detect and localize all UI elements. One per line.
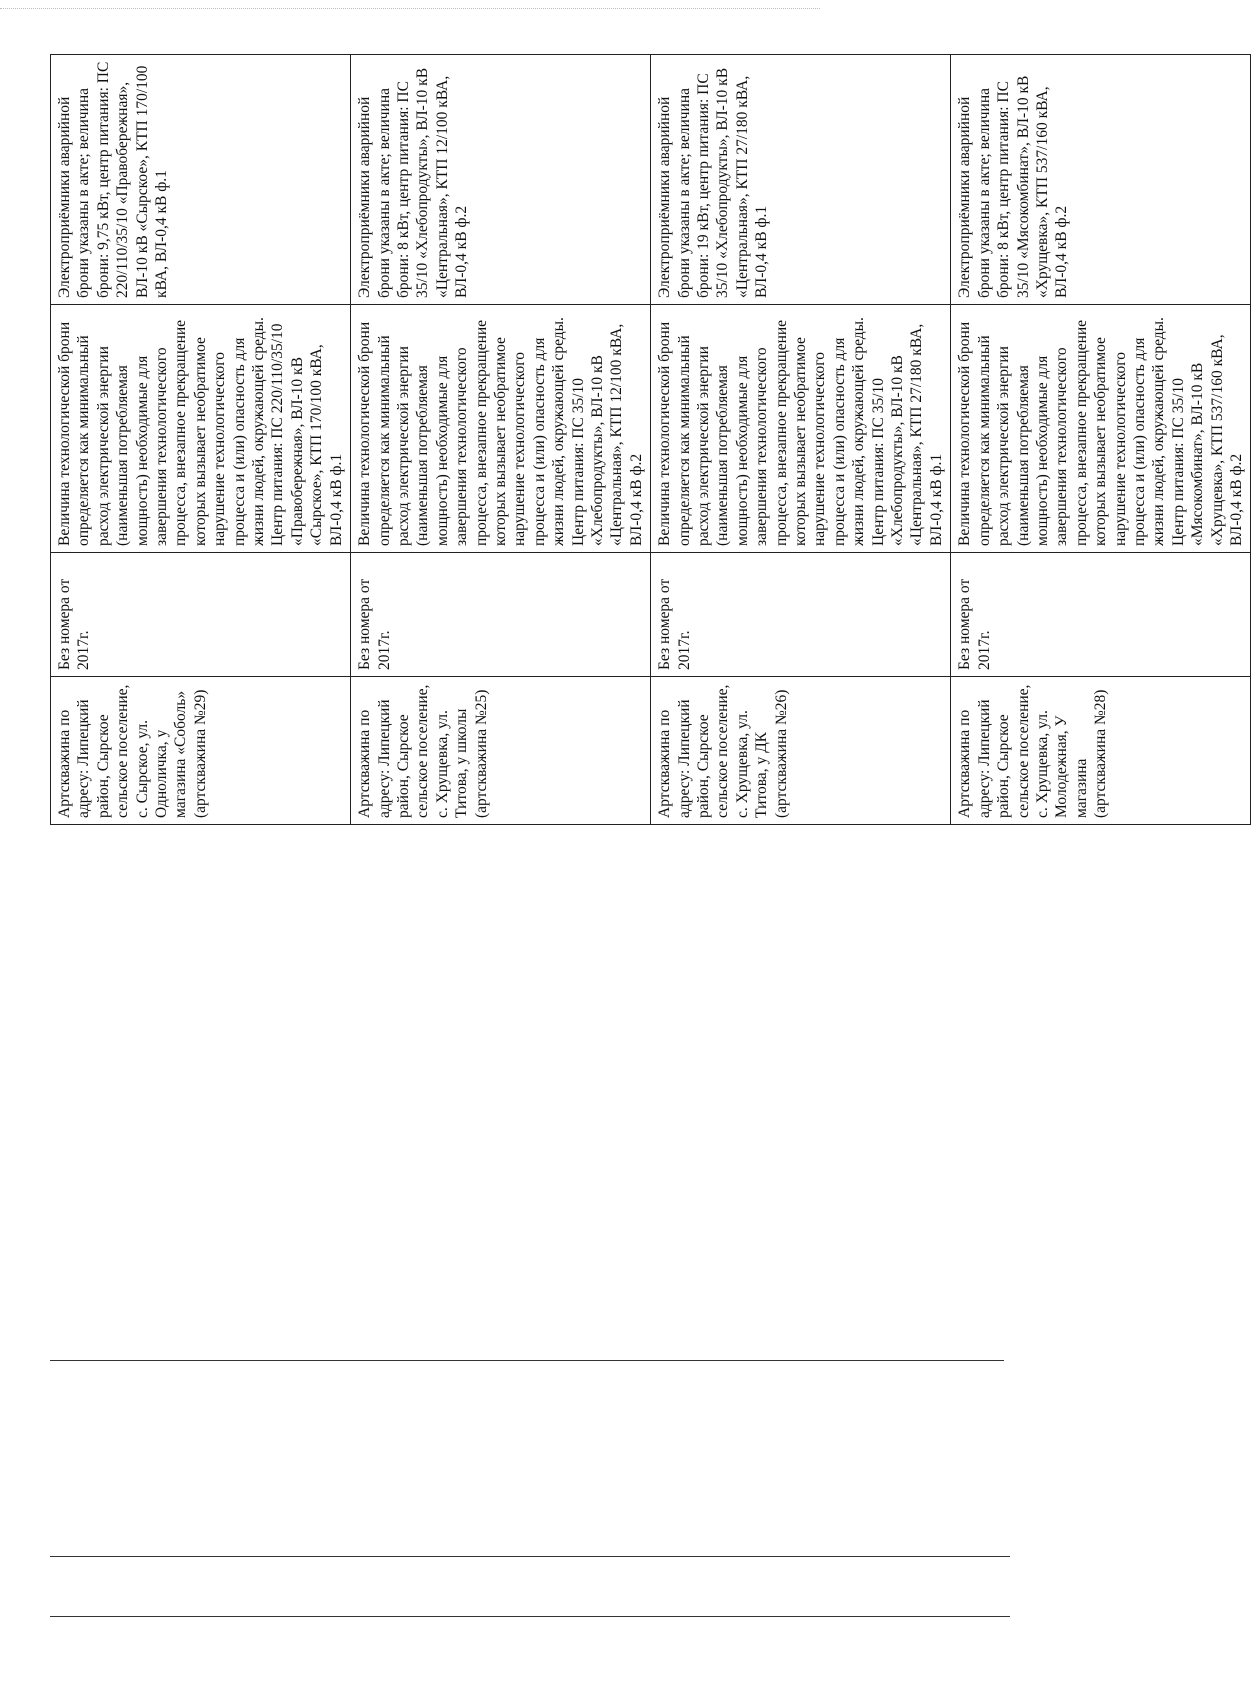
table-row (651, 55, 951, 825)
document-cell: Без номера от 2017г. (951, 553, 1251, 677)
table-row (351, 55, 651, 825)
emergency-reserve-cell: Электроприёмники аварийной брони указаны в акте; величина брони: 8 кВт, центр питания: ПС 35/10 «Хлебопродукты», ВЛ-10 кВ «Центральная», КТП 12/100 кВА, ВЛ-0,4 кВ ф.2 (351, 55, 651, 305)
signature-line (50, 1360, 1004, 1361)
emergency-reserve-cell: Электроприёмники аварийной брони указаны в акте; величина брони: 9,75 кВт, центр питания: ПС 220/110/35/10 «Правобережная», ВЛ-10 кВ «Сырское», КТП 170/100 кВА, ВЛ-0,4 кВ ф.1 (51, 55, 351, 305)
technological-reserve-cell: Величина технологической брони определяется как минимальный расход электрической энергии (наименьшая потребляемая мощность) необходимые для завершения технологического процесса, внезапное прекращение которых вызывает необратимое нарушение технологического процесса и (или) опасность для жизни людей, окружающей среды. Центр питания: ПС 220/110/35/10 «Правобережная», ВЛ-10 кВ «Сырское», КТП 170/100 кВА, ВЛ-0,4 кВ ф.1 (51, 305, 351, 553)
object-cell: Артскважина по адресу: Липецкий район, Сырское сельское поселение, с. Хрущевка, ул. Молодежная, У магазина (артскважина №28) (951, 677, 1251, 825)
object-cell: Артскважина по адресу: Липецкий район, Сырское сельское поселение, с. Хрущевка, ул. Титова, у школы (артскважина №25) (351, 677, 651, 825)
technological-reserve-cell: Величина технологической брони определяется как минимальный расход электрической энергии (наименьшая потребляемая мощность) необходимые для завершения технологического процесса, внезапное прекращение которых вызывает необратимое нарушение технологического процесса и (или) опасность для жизни людей, окружающей среды. Центр питания: ПС 35/10 «Мясокомбинат», ВЛ-10 кВ «Хрущевка», КТП 537/160 кВА, ВЛ-0,4 кВ ф.2 (951, 305, 1251, 553)
emergency-reserve-cell: Электроприёмники аварийной брони указаны в акте; величина брони: 8 кВт, центр питания: ПС 35/10 «Мясокомбинат», ВЛ-10 кВ «Хрущевка», КТП 537/160 кВА, ВЛ-0,4 кВ ф.2 (951, 55, 1251, 305)
document-cell: Без номера от 2017г. (651, 553, 951, 677)
technological-reserve-cell: Величина технологической брони определяется как минимальный расход электрической энергии (наименьшая потребляемая мощность) необходимые для завершения технологического процесса, внезапное прекращение которых вызывает необратимое нарушение технологического процесса и (или) опасность для жизни людей, окружающей среды. Центр питания: ПС 35/10 «Хлебопродукты», ВЛ-10 кВ «Центральная», КТП 12/100 кВА, ВЛ-0,4 кВ ф.2 (351, 305, 651, 553)
object-cell: Артскважина по адресу: Липецкий район, Сырское сельское поселение, с. Сырское, ул. Одноличка, у магазина «Соболь» (артскважина №29) (51, 677, 351, 825)
object-cell: Артскважина по адресу: Липецкий район, Сырское сельское поселение, с. Хрущевка, ул. Титова, у ДК (артскважина №26) (651, 677, 951, 825)
table-row (51, 55, 351, 825)
emergency-reserve-cell: Электроприёмники аварийной брони указаны в акте; величина брони: 19 кВт, центр питания: ПС 35/10 «Хлебопродукты», ВЛ-10 кВ «Центральная», КТП 27/180 кВА, ВЛ-0,4 кВ ф.1 (651, 55, 951, 305)
signature-line (50, 1616, 1010, 1617)
table-row (951, 55, 1251, 825)
document-cell: Без номера от 2017г. (51, 553, 351, 677)
document-cell: Без номера от 2017г. (351, 553, 651, 677)
reserve-table (50, 54, 1251, 825)
technological-reserve-cell: Величина технологической брони определяется как минимальный расход электрической энергии (наименьшая потребляемая мощность) необходимые для завершения технологического процесса, внезапное прекращение которых вызывает необратимое нарушение технологического процесса и (или) опасность для жизни людей, окружающей среды. Центр питания: ПС 35/10 «Хлебопродукты», ВЛ-10 кВ «Центральная», КТП 27/180 кВА, ВЛ-0,4 кВ ф.1 (651, 305, 951, 553)
signature-line (50, 1556, 1010, 1557)
